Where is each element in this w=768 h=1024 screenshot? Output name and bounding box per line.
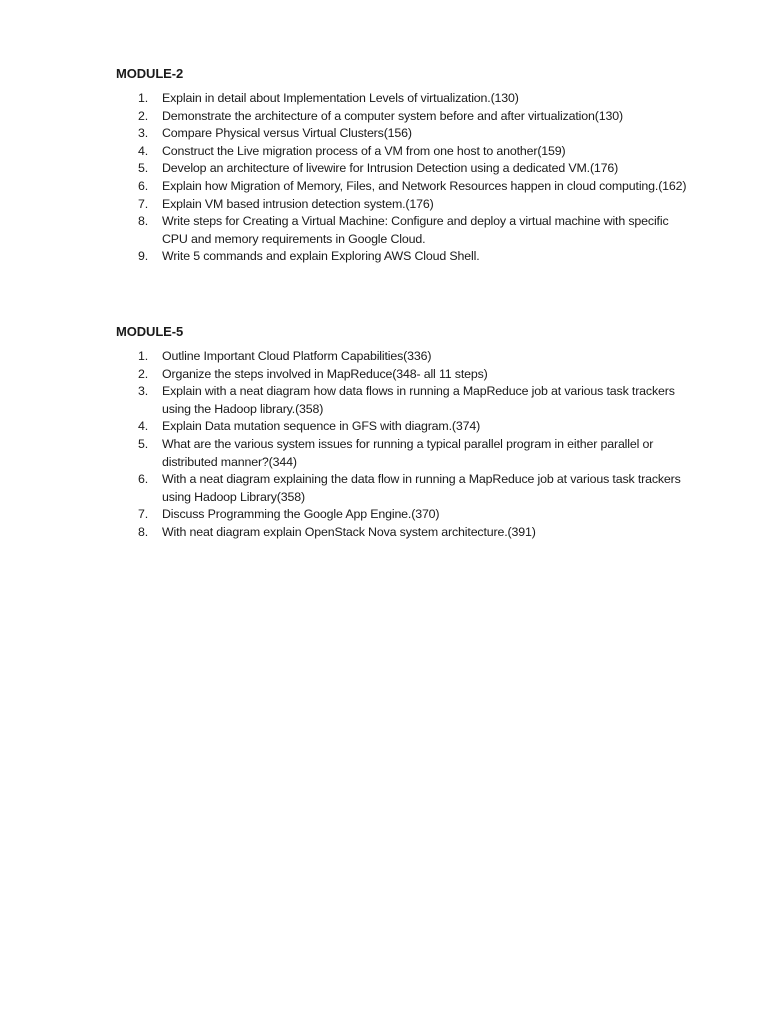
list-item [116,506,696,524]
item-number: 3. [138,126,149,141]
item-number: 8. [138,524,149,539]
module-heading: MODULE-2 [116,66,184,81]
item-number: 5. [138,436,149,451]
item-text: Discuss Programming the Google App Engine.(370) [162,507,440,522]
list-item [116,196,696,214]
question-list [116,90,696,266]
question-list [116,348,696,542]
list-item [116,383,696,418]
list-item [116,418,696,436]
item-number: 4. [138,143,149,158]
item-number: 6. [138,178,149,193]
list-item [116,366,696,384]
item-text: Organize the steps involved in MapReduce(348- all 11 steps) [162,366,488,381]
item-number: 1. [138,349,149,363]
item-text: Explain how Migration of Memory, Files, and Network Resources happen in cloud computing.(162) [162,178,687,193]
item-text: Demonstrate the architecture of a computer system before and after virtualization(130) [162,108,623,123]
module-heading: MODULE-5 [116,324,184,339]
item-number: 6. [138,472,149,487]
item-text: What are the various system issues for running a typical parallel program in either parallel or distributed manner?(344) [162,436,654,469]
list-item [116,160,696,178]
item-text: Construct the Live migration process of a VM from one host to another(159) [162,143,566,158]
list-item [116,213,696,248]
list-item [116,471,696,506]
item-text: With neat diagram explain OpenStack Nova system architecture.(391) [162,524,536,539]
list-item [116,436,696,471]
item-number: 7. [138,196,149,211]
list-item [116,125,696,143]
module-5-section [116,324,696,542]
item-text: Explain Data mutation sequence in GFS with diagram.(374) [162,419,481,434]
item-number: 2. [138,108,149,123]
list-item [116,348,696,366]
item-text: Write 5 commands and explain Exploring AWS Cloud Shell. [162,249,480,264]
item-number: 2. [138,366,149,381]
item-text: Explain in detail about Implementation Levels of virtualization.(130) [162,91,519,105]
item-number: 7. [138,507,149,522]
item-text: Explain VM based intrusion detection system.(176) [162,196,434,211]
list-item [116,90,696,108]
list-item [116,178,696,196]
list-item [116,248,696,266]
item-number: 3. [138,384,149,399]
item-text: Outline Important Cloud Platform Capabilities(336) [162,349,432,363]
item-text: Explain with a neat diagram how data flows in running a MapReduce job at various task trackers using the Hadoop library.(358) [162,384,675,416]
item-number: 5. [138,161,149,176]
item-text: Write steps for Creating a Virtual Machine: Configure and deploy a virtual machine with specific CPU and memory requirements in Google Cloud. [162,214,669,246]
module-2-section [116,66,696,266]
list-item [116,108,696,126]
item-text: With a neat diagram explaining the data flow in running a MapReduce job at various task trackers using Hadoop Library(358) [162,472,681,504]
item-text: Develop an architecture of livewire for Intrusion Detection using a dedicated VM.(176) [162,161,619,176]
list-item [116,524,696,542]
item-number: 8. [138,214,149,229]
list-item [116,143,696,161]
item-number: 9. [138,249,149,264]
item-number: 1. [138,91,149,105]
item-number: 4. [138,419,149,434]
item-text: Compare Physical versus Virtual Clusters(156) [162,126,412,141]
